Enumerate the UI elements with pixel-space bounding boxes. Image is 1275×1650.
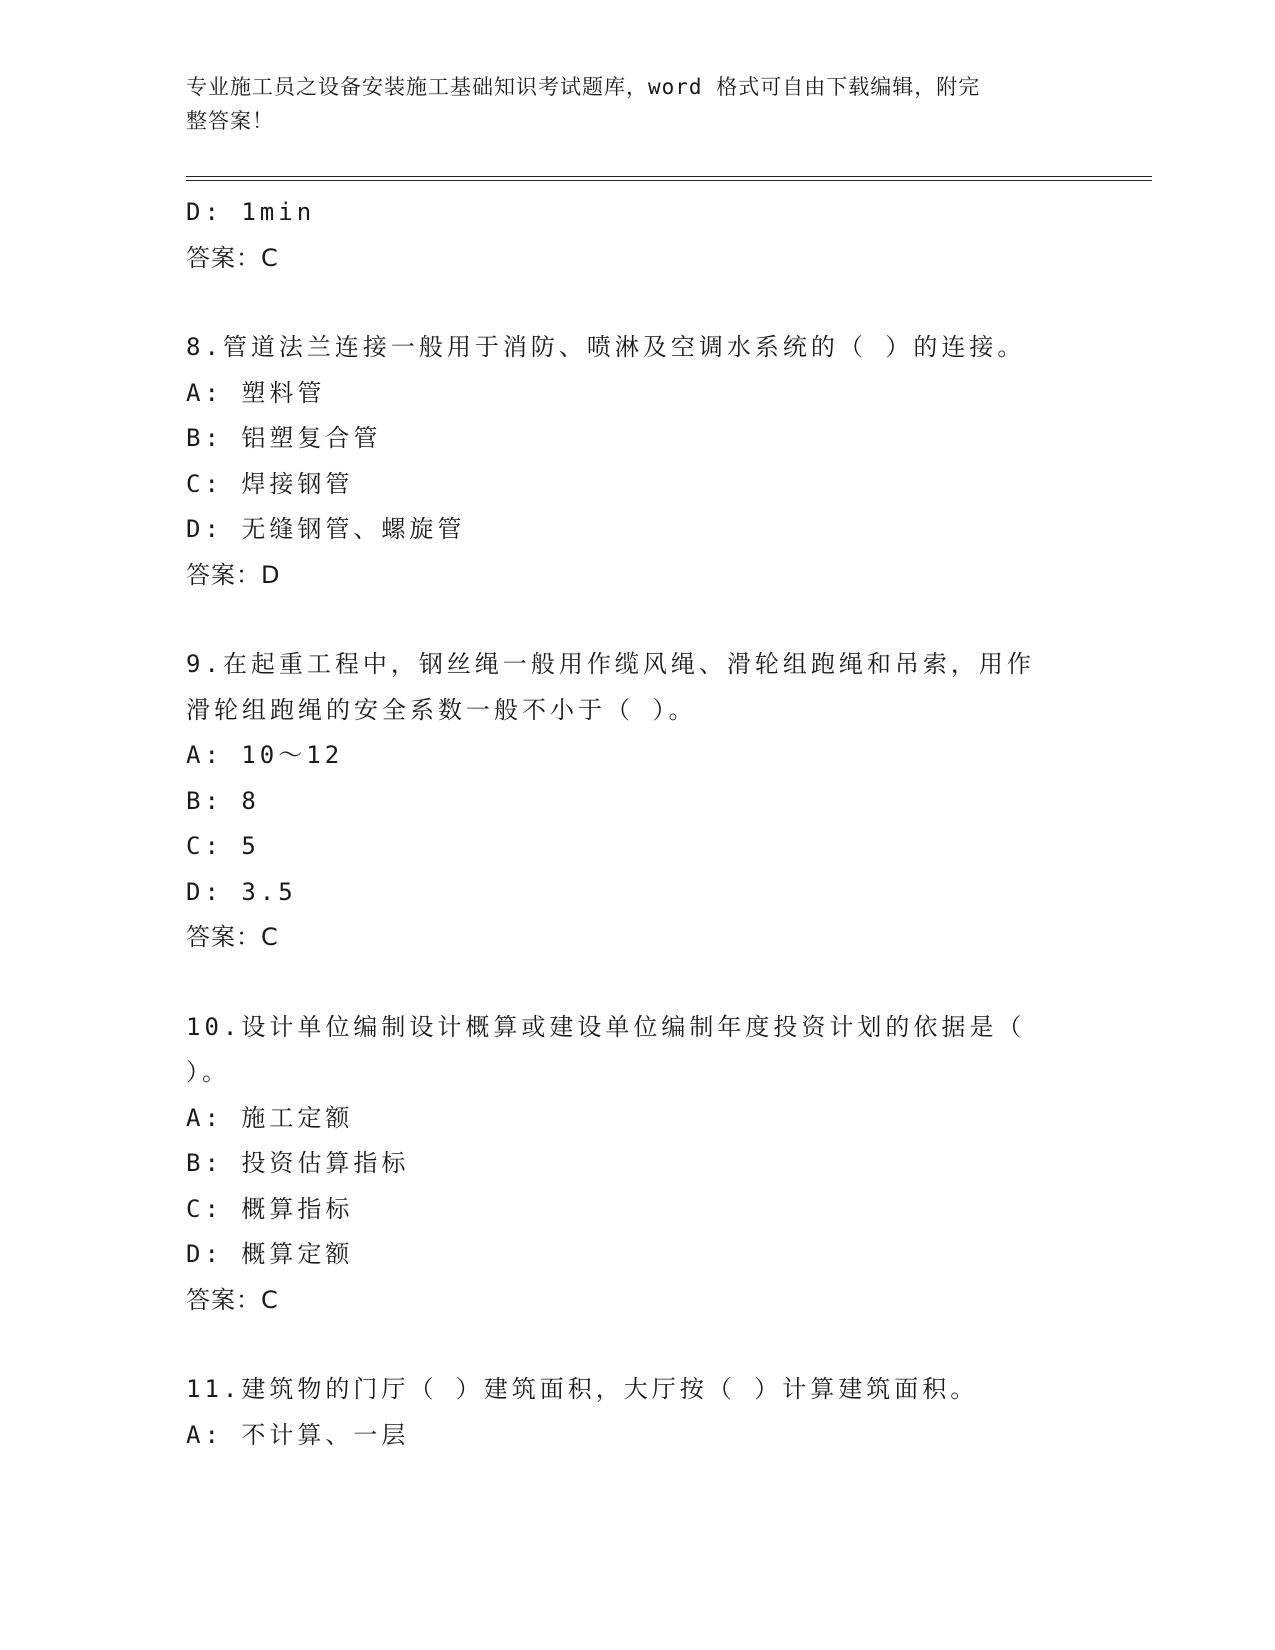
question-stem: 11.建筑物的门厅（ ）建筑面积，大厅按（ ）计算建筑面积。: [186, 1375, 979, 1403]
option-b: B: 8: [186, 786, 260, 815]
question-stem: 9.在起重工程中，钢丝绳一般用作缆风绳、滑轮组跑绳和吊索，用作: [186, 650, 1035, 678]
answer-line: 答案：C: [186, 1285, 279, 1314]
question-9: [186, 642, 1066, 961]
option-d: D: 概算定额: [186, 1240, 354, 1268]
header-title-line-1: 专业施工员之设备安装施工基础知识考试题库，word 格式可自由下载编辑，附完: [186, 75, 981, 99]
question-7-carryover: [186, 190, 1066, 281]
option-d: D: 1min: [186, 198, 316, 226]
option-d: D: 3.5: [186, 877, 297, 906]
option-a: A: 10～12: [186, 741, 344, 769]
question-10: [186, 1005, 1066, 1324]
question-8: [186, 325, 1066, 598]
option-c: C: 焊接钢管: [186, 469, 354, 498]
option-c: C: 概算指标: [186, 1194, 354, 1223]
header-divider: [186, 176, 1152, 181]
option-c: C: 5: [186, 832, 260, 860]
option-b: B: 铝塑复合管: [186, 424, 382, 452]
question-11: [186, 1367, 1066, 1458]
answer-line: 答案：C: [186, 923, 279, 951]
option-d: D: 无缝钢管、螺旋管: [186, 515, 466, 543]
page-header: [186, 70, 1066, 138]
header-title-line-2: 整答案！: [186, 109, 274, 133]
option-a: A: 不计算、一层: [186, 1420, 410, 1449]
question-stem-continued: 滑轮组跑绳的安全系数一般不小于（ ）。: [186, 695, 697, 724]
question-stem: 8.管道法兰连接一般用于消防、喷淋及空调水系统的（ ）的连接。: [186, 333, 1026, 361]
document-body: [186, 190, 1066, 1458]
question-stem: 10.设计单位编制设计概算或建设单位编制年度投资计划的依据是（: [186, 1012, 1026, 1041]
option-a: A: 塑料管: [186, 378, 326, 407]
answer-line: 答案：D: [186, 560, 281, 589]
question-stem-continued: ）。: [186, 1058, 230, 1086]
answer-line: 答案：C: [186, 243, 279, 272]
option-b: B: 投资估算指标: [186, 1149, 410, 1177]
option-a: A: 施工定额: [186, 1103, 354, 1132]
